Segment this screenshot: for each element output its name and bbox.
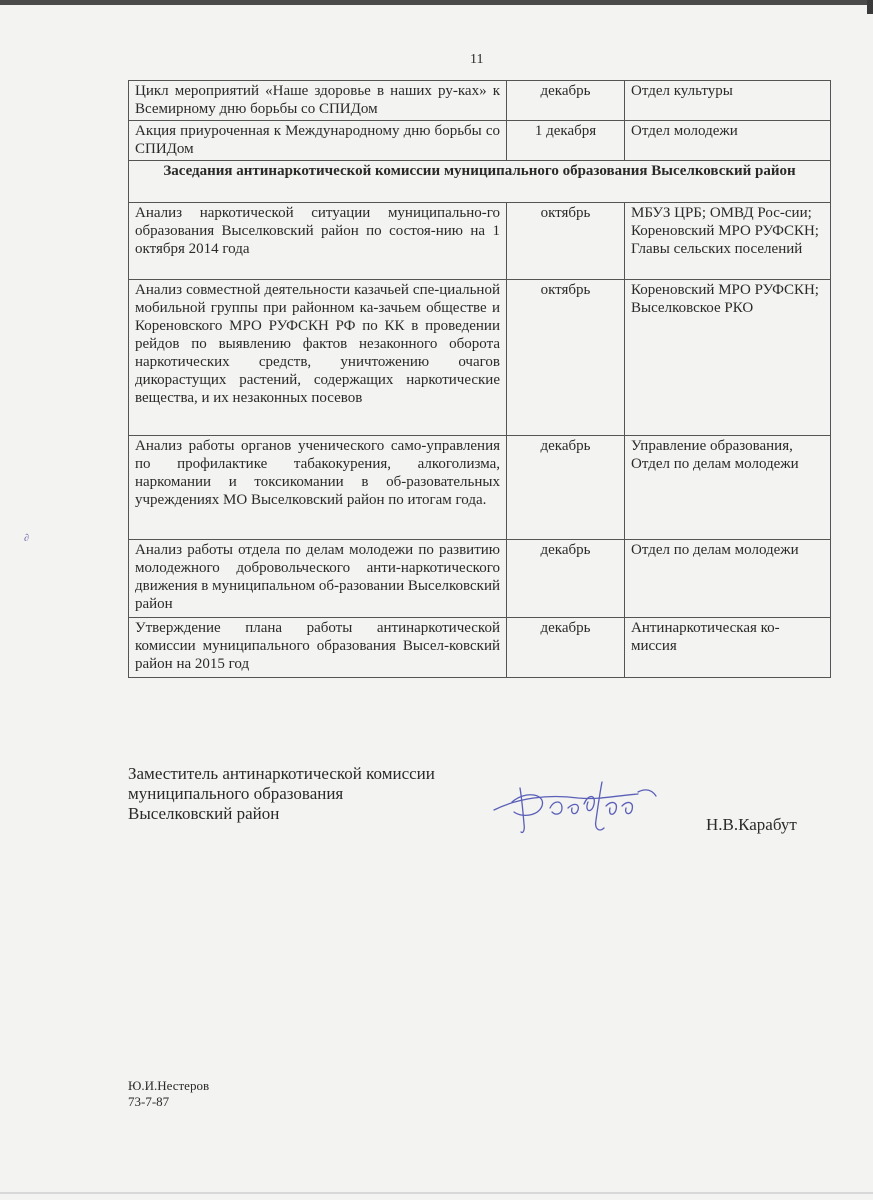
scan-edge-right xyxy=(867,0,873,14)
section-heading: Заседания антинаркотической комиссии муниципального образования Выселковский район xyxy=(129,161,831,203)
responsible-cell: Кореновский МРО РУФСКН; Выселковское РКО xyxy=(625,280,831,436)
event-cell: Цикл мероприятий «Наше здоровье в наших ру-ках» к Всемирному дню борьбы со СПИДом xyxy=(129,81,507,121)
table-row xyxy=(129,618,831,678)
margin-mark: ∂ xyxy=(24,533,29,544)
events-table xyxy=(128,80,831,678)
table-row xyxy=(129,203,831,280)
date-cell: 1 декабря xyxy=(507,121,625,161)
date-cell: октябрь xyxy=(507,203,625,280)
event-cell: Анализ совместной деятельности казачьей спе-циальной мобильной группы при районном ка-зачьем обществе и Кореновского МРО РУФСКН РФ по КК в проведении рейдов по выявлению фактов незаконного оборота наркотических средств, уничтожению очагов дикорастущих растений, содержащих наркотические вещества, и их незаконных посевов xyxy=(129,280,507,436)
executor-phone: 73-7-87 xyxy=(128,1094,170,1109)
section-heading-row xyxy=(129,161,831,203)
date-cell: октябрь xyxy=(507,280,625,436)
event-cell: Утверждение плана работы антинаркотической комиссии муниципального образования Высел-ковский район на 2015 год xyxy=(129,618,507,678)
event-cell: Анализ работы отдела по делам молодежи по развитию молодежного добровольческого анти-наркотического движения в муниципальном об-разовании Выселковский район xyxy=(129,540,507,618)
date-cell: декабрь xyxy=(507,618,625,678)
table-row xyxy=(129,81,831,121)
position-line: муниципального образования xyxy=(128,784,344,803)
position-line: Заместитель антинаркотической комиссии xyxy=(128,764,435,783)
position-line: Выселковский район xyxy=(128,804,280,823)
responsible-cell: Отдел культуры xyxy=(625,81,831,121)
signatory-name: Н.В.Карабут xyxy=(706,815,797,834)
scan-edge-bottom xyxy=(0,1192,873,1194)
date-cell: декабрь xyxy=(507,436,625,540)
table-row xyxy=(129,436,831,540)
executor-info xyxy=(128,1078,209,1110)
responsible-cell: МБУЗ ЦРБ; ОМВД Рос-сии; Кореновский МРО РУФСКН; Главы сельских поселений xyxy=(625,203,831,280)
table-row xyxy=(129,121,831,161)
scan-edge-top xyxy=(0,0,873,5)
executor-name: Ю.И.Нестеров xyxy=(128,1078,210,1093)
event-cell: Анализ работы органов ученического само-управления по профилактике табакокурения, алкоголизма, наркомании и токсикомании в об-разовательных учреждениях МО Выселковский район по итогам года. xyxy=(129,436,507,540)
date-cell: декабрь xyxy=(507,540,625,618)
date-cell: декабрь xyxy=(507,81,625,121)
table-row xyxy=(129,540,831,618)
table-row xyxy=(129,280,831,436)
event-cell: Анализ наркотической ситуации муниципально-го образования Выселковский район по состоя-нию на 1 октября 2014 года xyxy=(129,203,507,280)
responsible-cell: Отдел молодежи xyxy=(625,121,831,161)
handwritten-signature xyxy=(488,772,668,842)
page-number: 11 xyxy=(470,52,484,67)
responsible-cell: Отдел по делам молодежи xyxy=(625,540,831,618)
responsible-cell: Управление образования, Отдел по делам молодежи xyxy=(625,436,831,540)
signatory-position xyxy=(128,764,435,824)
responsible-cell: Антинаркотическая ко-миссия xyxy=(625,618,831,678)
event-cell: Акция приуроченная к Международному дню борьбы со СПИДом xyxy=(129,121,507,161)
